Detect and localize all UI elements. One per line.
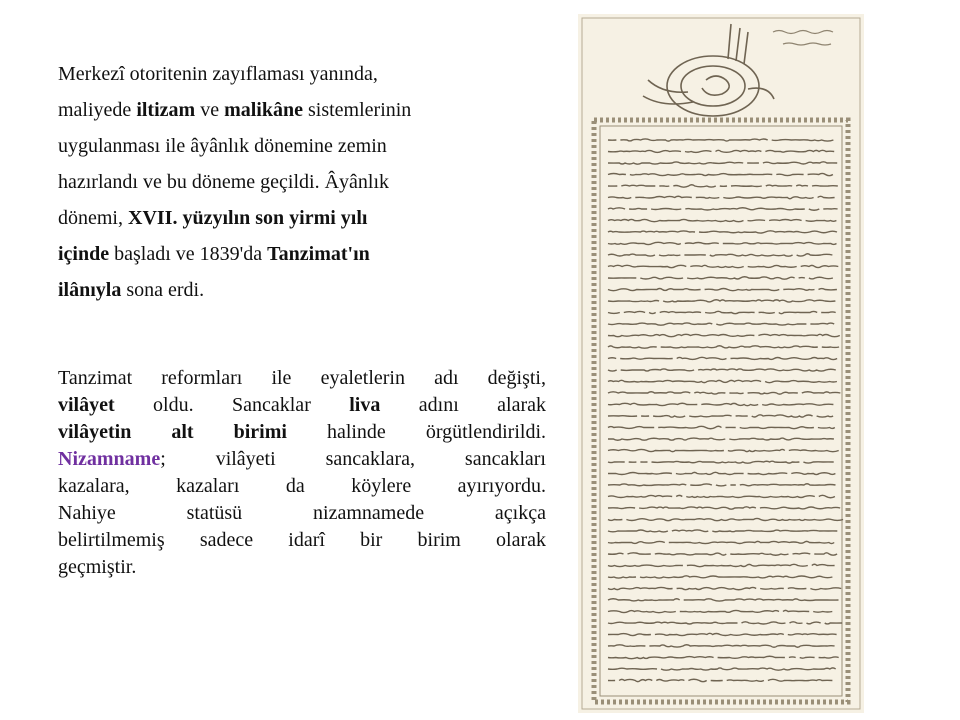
paragraph-ayanlik: [58, 56, 508, 308]
paragraph1-line: [58, 200, 508, 236]
bold-term: ilânıyla: [58, 279, 122, 301]
text-run: sistemlerinin: [302, 99, 412, 121]
text-run: Merkezî otoritenin zayıflaması yanında,: [58, 63, 378, 85]
text-run: ; vilâyeti sancaklara, sancakları: [160, 448, 546, 470]
paragraph2-line: [58, 419, 546, 446]
bold-term: Tanzimat'ın: [267, 243, 370, 265]
paragraph2-line: [58, 446, 546, 473]
text-run: adını alarak: [380, 394, 547, 416]
paragraph2-line: [58, 473, 546, 500]
paragraph1-line: [58, 128, 508, 164]
paragraph1-line: [58, 272, 508, 308]
text-run: oldu. Sancaklar: [114, 394, 350, 416]
text-run: Nahiye statüsü nizamnamede açıkça: [58, 502, 546, 524]
paragraph2-line: [58, 365, 546, 392]
text-run: belirtilmemiş sadece idarî bir birim olarak: [58, 529, 546, 551]
paragraph1-line: [58, 164, 508, 200]
paragraph2-line: [58, 500, 546, 527]
paragraph-tanzimat: [58, 365, 546, 581]
highlighted-term: Nizamname: [58, 448, 161, 470]
paragraph2-line: [58, 392, 546, 419]
paragraph1-line: [58, 236, 508, 272]
text-run: hazırlandı ve bu döneme geçildi. Âyânlık: [58, 171, 390, 193]
paragraph2-line: [58, 554, 546, 581]
bold-term: liva: [349, 394, 381, 416]
text-run: maliyede: [58, 99, 137, 121]
firman-document-image: [578, 14, 864, 713]
text-run: ve: [195, 99, 225, 121]
bold-term: XVII. yüzyılın son yirmi yılı: [128, 207, 368, 229]
text-run: dönemi,: [58, 207, 128, 229]
bold-term: vilâyetin alt birimi: [58, 421, 287, 443]
paragraph2-line: [58, 527, 546, 554]
bold-term: vilâyet: [58, 394, 115, 416]
paragraph1-line: [58, 92, 508, 128]
bold-term: içinde: [58, 243, 110, 265]
text-run: sona erdi.: [121, 279, 205, 301]
paragraph1-line: [58, 56, 508, 92]
text-run: geçmiştir.: [58, 556, 137, 578]
text-run: halinde örgütlendirildi.: [286, 421, 546, 443]
text-run: uygulanması ile âyânlık dönemine zemin: [58, 135, 387, 157]
text-run: kazalara, kazaları da köylere ayırıyordu.: [58, 475, 546, 497]
bold-term: malikâne: [224, 99, 303, 121]
text-run: Tanzimat reformları ile eyaletlerin adı değişti,: [58, 367, 546, 389]
text-run: başladı ve 1839'da: [109, 243, 268, 265]
bold-term: iltizam: [136, 99, 196, 121]
